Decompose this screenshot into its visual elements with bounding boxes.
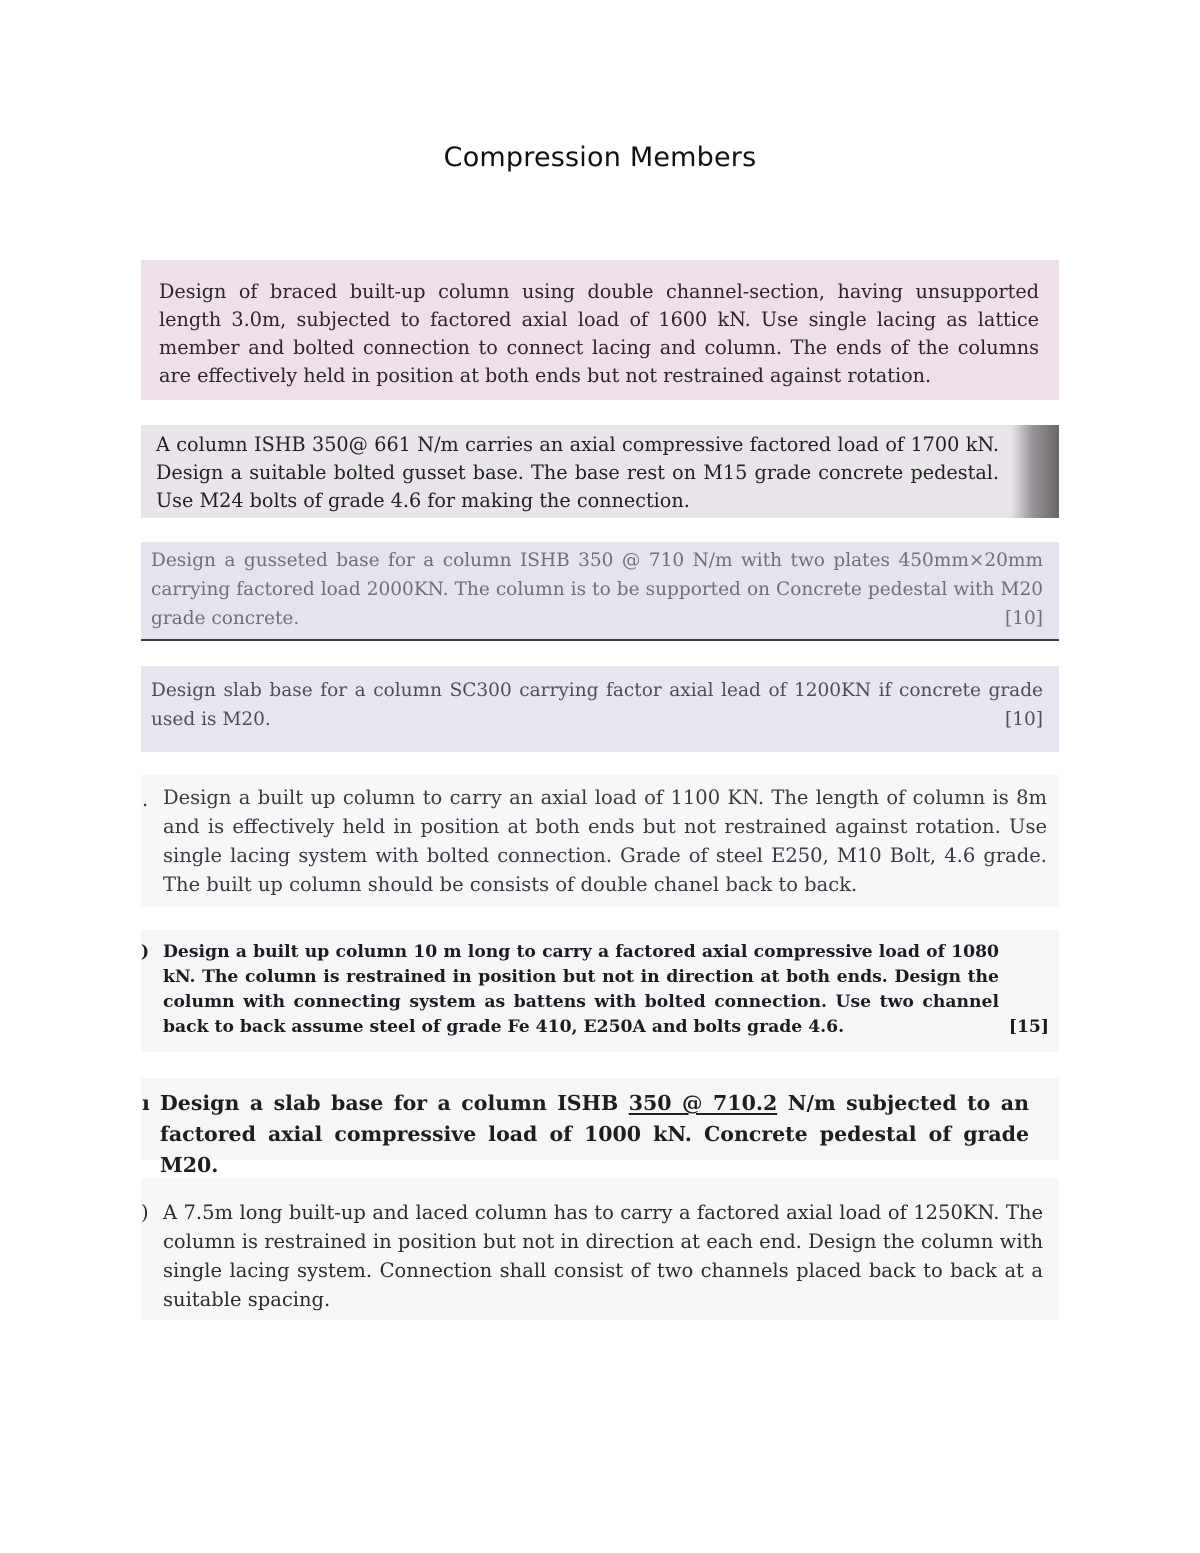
question-2-clip bbox=[141, 425, 1059, 518]
question-4-body: Design slab base for a column SC300 carrying factor axial lead of 1200KN if concrete grade used is M20. bbox=[151, 680, 1043, 730]
question-7-body-start: Design a slab base for a column ISHB bbox=[160, 1091, 629, 1115]
question-6-clip bbox=[141, 930, 1059, 1052]
question-4-text bbox=[151, 676, 1043, 734]
question-7-text bbox=[160, 1088, 1029, 1181]
scan-shadow bbox=[1011, 425, 1059, 518]
question-3-marks: [10] bbox=[1005, 608, 1043, 629]
question-1-clip bbox=[141, 260, 1059, 400]
question-7-lead: ı bbox=[142, 1091, 150, 1115]
question-7-clip bbox=[141, 1078, 1059, 1177]
question-7-body-end: N/m subjected to an factored axial compressive load of 1000 kN. Concrete pedestal of grade M20. bbox=[160, 1091, 1029, 1177]
question-2-text: A column ISHB 350@ 661 N/m carries an axial compressive factored load of 1700 kN. Design a suitable bolted gusset base. The base rest on M15 grade concrete pedestal. Use M24 bolts of grade 4.6 for making the connection. bbox=[156, 433, 999, 512]
question-5-lead: . bbox=[142, 788, 149, 811]
question-7-underlined-section: 350 @ 710.2 bbox=[628, 1091, 778, 1115]
question-6-marks: [15] bbox=[1008, 1017, 1049, 1037]
page-title: Compression Members bbox=[443, 142, 757, 173]
question-4-clip bbox=[141, 666, 1059, 752]
question-6-text bbox=[163, 940, 1049, 1040]
question-5-text: Design a built up column to carry an axial load of 1100 KN. The length of column is 8m and is effectively held in position at both ends but not restrained against rotation. Use single lacing system with bolted connection. Grade of steel E250, M10 Bolt, 4.6 grade. The built up column should be consists of double chanel back to back. bbox=[163, 786, 1047, 896]
question-8-lead: ) bbox=[141, 1201, 149, 1224]
question-3-clip bbox=[141, 542, 1059, 641]
question-8-text: A 7.5m long built-up and laced column has to carry a factored axial load of 1250KN. The column is restrained in position but not in direction at each end. Design the column with single lacing system. Connection shall consist of two channels placed back to back at a suitable spacing. bbox=[163, 1201, 1043, 1311]
question-5-clip bbox=[141, 775, 1059, 907]
question-6-lead: ) bbox=[141, 942, 150, 962]
question-4-marks: [10] bbox=[1005, 709, 1043, 730]
question-3-text bbox=[151, 546, 1043, 633]
question-3-body: Design a gusseted base for a column ISHB 350 @ 710 N/m with two plates 450mm×20mm carrying factored load 2000KN. The column is to be supported on Concrete pedestal with M20 grade concrete. bbox=[151, 550, 1043, 629]
question-6-body: Design a built up column 10 m long to carry a factored axial compressive load of 1080 kN. The column is restrained in position but not in direction at both ends. Design the column with connecting system as battens with bolted connection. Use two channel back to back assume steel of grade Fe 410, E250A and bolts grade 4.6. bbox=[163, 942, 999, 1037]
question-1-text: Design of braced built-up column using double channel-section, having unsupported length 3.0m, subjected to factored axial load of 1600 kN. Use single lacing as lattice member and bolted connection to connect lacing and column. The ends of the columns are effectively held in position at both ends but not restrained against rotation. bbox=[159, 280, 1039, 387]
question-8-clip bbox=[141, 1178, 1059, 1320]
